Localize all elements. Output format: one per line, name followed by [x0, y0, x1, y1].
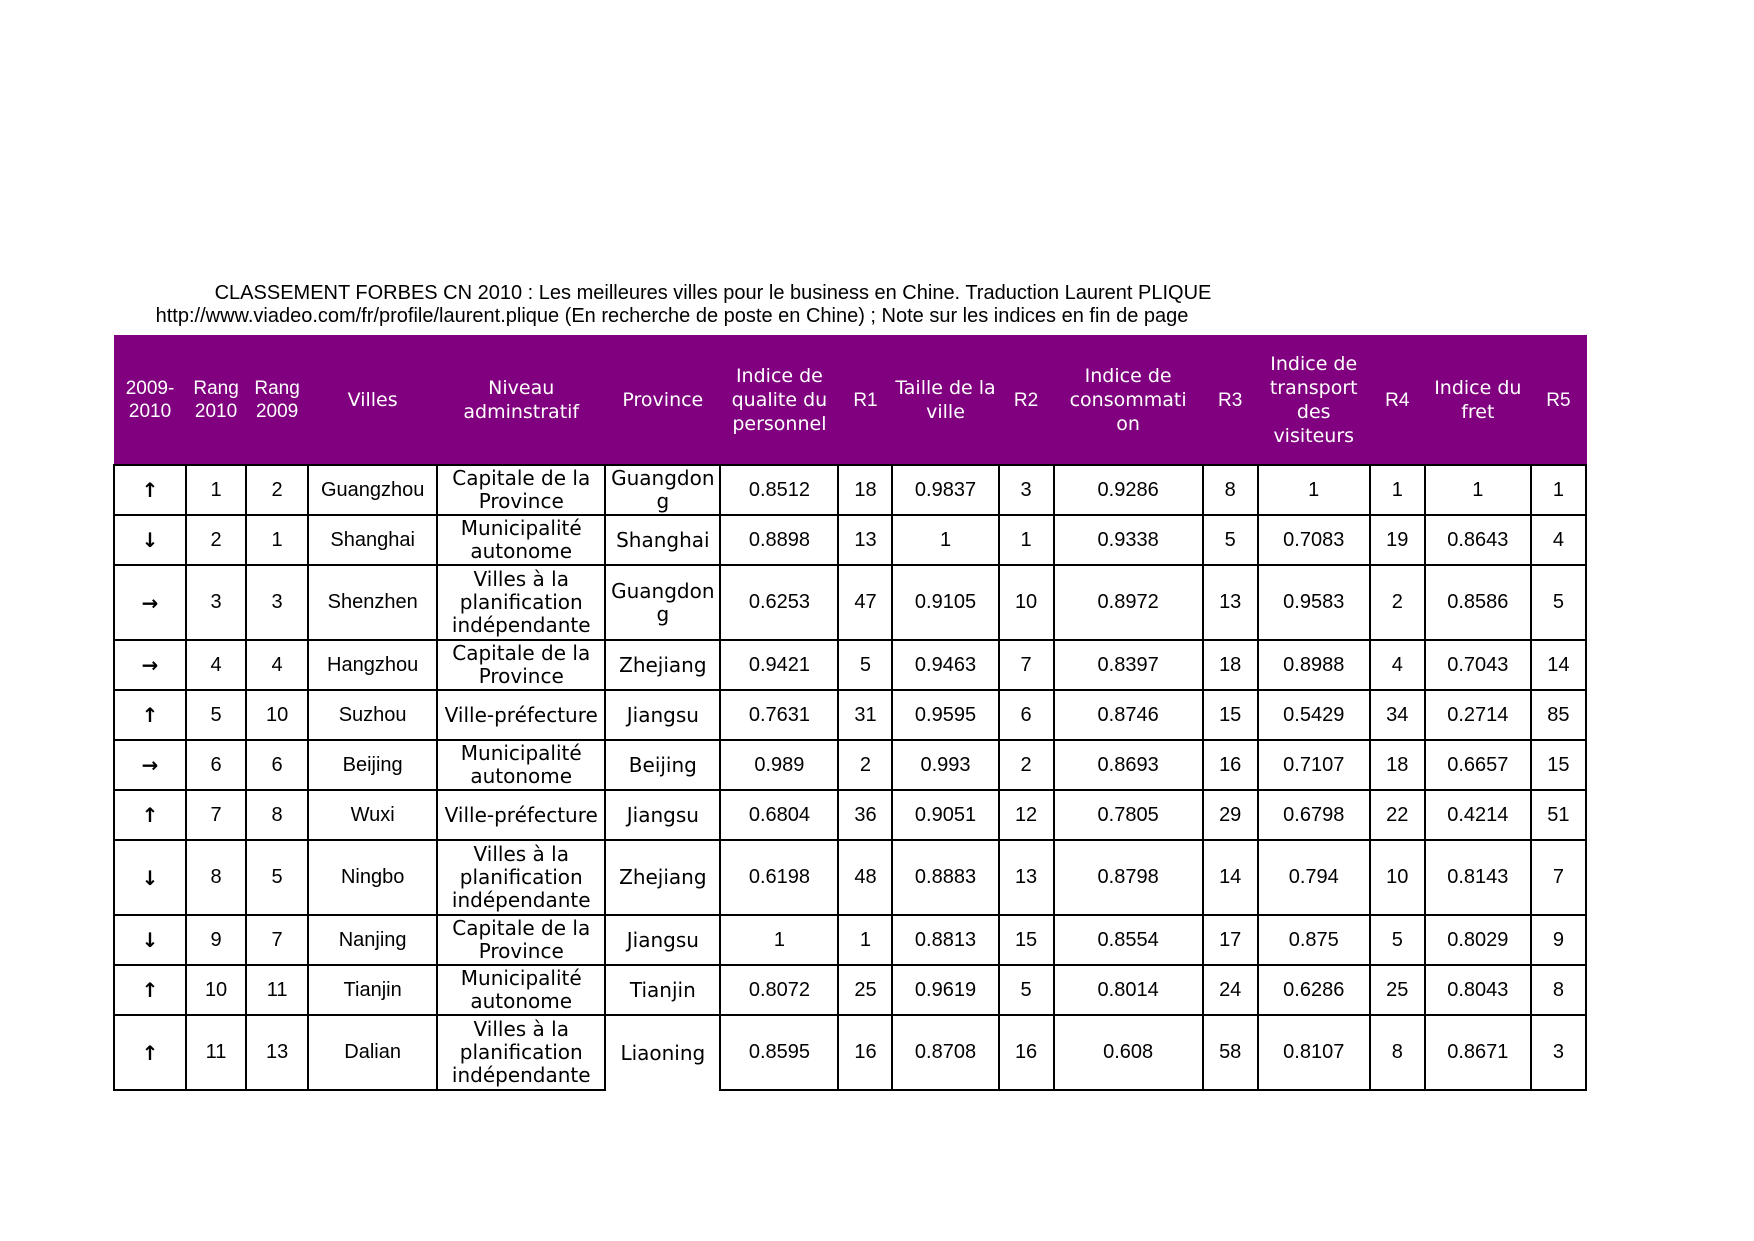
rang-2009-cell: 6: [246, 740, 308, 790]
r3-cell: 58: [1203, 1015, 1258, 1090]
consommation-cell: 0.8972: [1054, 565, 1203, 640]
table-row: [114, 690, 1586, 740]
consommation-cell: 0.8798: [1054, 840, 1203, 915]
fret-cell: 0.8671: [1425, 1015, 1531, 1090]
r5-cell: 51: [1531, 790, 1586, 840]
qualite-cell: 0.8898: [720, 515, 838, 565]
ville-cell: Shenzhen: [308, 565, 437, 640]
r3-cell: 24: [1203, 965, 1258, 1015]
ville-cell: Guangzhou: [308, 465, 437, 515]
r1-cell: 1: [838, 915, 892, 965]
transport-cell: 0.7107: [1258, 740, 1370, 790]
province-cell: Jiangsu: [605, 690, 720, 740]
r5-cell: 3: [1531, 1015, 1586, 1090]
qualite-cell: 0.8072: [720, 965, 838, 1015]
taille-cell: 0.8708: [892, 1015, 998, 1090]
r3-cell: 5: [1203, 515, 1258, 565]
consommation-cell: 0.8554: [1054, 915, 1203, 965]
trend-cell: ↑: [114, 1015, 186, 1090]
province-cell: Jiangsu: [605, 790, 720, 840]
col-header-niveau: Niveau adminstratif: [437, 336, 605, 466]
qualite-cell: 0.8595: [720, 1015, 838, 1090]
r1-cell: 16: [838, 1015, 892, 1090]
rang-2009-cell: 1: [246, 515, 308, 565]
rang-2010-cell: 4: [186, 640, 246, 690]
province-cell: Zhejiang: [605, 840, 720, 915]
r3-cell: 17: [1203, 915, 1258, 965]
province-cell: Jiangsu: [605, 915, 720, 965]
niveau-cell: Villes à la planification indépendante: [437, 565, 605, 640]
fret-cell: 0.8043: [1425, 965, 1531, 1015]
table-row: [114, 565, 1586, 640]
province-cell: Shanghai: [605, 515, 720, 565]
province-cell: Beijing: [605, 740, 720, 790]
consommation-cell: 0.8693: [1054, 740, 1203, 790]
ville-cell: Suzhou: [308, 690, 437, 740]
ville-cell: Dalian: [308, 1015, 437, 1090]
table-row: [114, 1015, 1586, 1090]
fret-cell: 0.6657: [1425, 740, 1531, 790]
r5-cell: 8: [1531, 965, 1586, 1015]
rang-2009-cell: 4: [246, 640, 308, 690]
taille-cell: 0.9105: [892, 565, 998, 640]
r5-cell: 1: [1531, 465, 1586, 515]
rang-2010-cell: 3: [186, 565, 246, 640]
transport-cell: 0.7083: [1258, 515, 1370, 565]
rang-2010-cell: 2: [186, 515, 246, 565]
consommation-cell: 0.608: [1054, 1015, 1203, 1090]
province-cell: Zhejiang: [605, 640, 720, 690]
transport-cell: 0.6286: [1258, 965, 1370, 1015]
r2-cell: 13: [999, 840, 1054, 915]
r2-cell: 1: [999, 515, 1054, 565]
niveau-cell: Municipalité autonome: [437, 740, 605, 790]
title-line-1: CLASSEMENT FORBES CN 2010 : Les meilleures villes pour le business en Chine. Traduction Laurent PLIQUE: [214, 282, 1212, 304]
qualite-cell: 0.8512: [720, 465, 838, 515]
table-row: [114, 840, 1586, 915]
province-cell: Guangdon g: [605, 465, 720, 515]
table-row: [114, 790, 1586, 840]
r3-cell: 15: [1203, 690, 1258, 740]
rang-2009-cell: 3: [246, 565, 308, 640]
r2-cell: 6: [999, 690, 1054, 740]
r4-cell: 1: [1370, 465, 1425, 515]
rang-2009-cell: 5: [246, 840, 308, 915]
trend-cell: ↑: [114, 790, 186, 840]
col-header-qualite: Indice de qualite du personnel: [720, 336, 838, 466]
transport-cell: 0.794: [1258, 840, 1370, 915]
r3-cell: 8: [1203, 465, 1258, 515]
col-header-taille: Taille de la ville: [892, 336, 998, 466]
r4-cell: 5: [1370, 915, 1425, 965]
consommation-cell: 0.7805: [1054, 790, 1203, 840]
table-row: [114, 915, 1586, 965]
col-header-r1: R1: [838, 336, 892, 466]
r3-cell: 18: [1203, 640, 1258, 690]
col-header-r2: R2: [999, 336, 1054, 466]
r4-cell: 8: [1370, 1015, 1425, 1090]
rang-2009-cell: 2: [246, 465, 308, 515]
province-cell: Liaoning: [605, 1015, 720, 1090]
r4-cell: 4: [1370, 640, 1425, 690]
rang-2009-cell: 10: [246, 690, 308, 740]
transport-cell: 1: [1258, 465, 1370, 515]
r1-cell: 47: [838, 565, 892, 640]
taille-cell: 0.9837: [892, 465, 998, 515]
ville-cell: Ningbo: [308, 840, 437, 915]
r1-cell: 18: [838, 465, 892, 515]
qualite-cell: 0.9421: [720, 640, 838, 690]
col-header-trend: 2009-2010: [114, 336, 186, 466]
province-cell: Tianjin: [605, 965, 720, 1015]
trend-cell: ↑: [114, 690, 186, 740]
col-header-r3: R3: [1203, 336, 1258, 466]
r5-cell: 7: [1531, 840, 1586, 915]
ville-cell: Shanghai: [308, 515, 437, 565]
r2-cell: 7: [999, 640, 1054, 690]
col-header-fret: Indice du fret: [1425, 336, 1531, 466]
rang-2009-cell: 11: [246, 965, 308, 1015]
rang-2010-cell: 6: [186, 740, 246, 790]
r1-cell: 36: [838, 790, 892, 840]
transport-cell: 0.8107: [1258, 1015, 1370, 1090]
qualite-cell: 0.7631: [720, 690, 838, 740]
r3-cell: 14: [1203, 840, 1258, 915]
niveau-cell: Capitale de la Province: [437, 915, 605, 965]
transport-cell: 0.6798: [1258, 790, 1370, 840]
trend-cell: →: [114, 740, 186, 790]
r5-cell: 14: [1531, 640, 1586, 690]
taille-cell: 0.9051: [892, 790, 998, 840]
table-row: [114, 965, 1586, 1015]
r4-cell: 22: [1370, 790, 1425, 840]
r4-cell: 10: [1370, 840, 1425, 915]
col-header-r4: R4: [1370, 336, 1425, 466]
rang-2010-cell: 5: [186, 690, 246, 740]
table-row: [114, 465, 1586, 515]
fret-cell: 0.2714: [1425, 690, 1531, 740]
consommation-cell: 0.8746: [1054, 690, 1203, 740]
table-header-row: [114, 336, 1586, 466]
r3-cell: 16: [1203, 740, 1258, 790]
rang-2010-cell: 9: [186, 915, 246, 965]
niveau-cell: Ville-préfecture: [437, 690, 605, 740]
trend-cell: →: [114, 640, 186, 690]
rang-2010-cell: 11: [186, 1015, 246, 1090]
fret-cell: 0.8643: [1425, 515, 1531, 565]
r3-cell: 29: [1203, 790, 1258, 840]
r3-cell: 13: [1203, 565, 1258, 640]
transport-cell: 0.9583: [1258, 565, 1370, 640]
qualite-cell: 0.6253: [720, 565, 838, 640]
transport-cell: 0.5429: [1258, 690, 1370, 740]
consommation-cell: 0.8014: [1054, 965, 1203, 1015]
r2-cell: 16: [999, 1015, 1054, 1090]
consommation-cell: 0.9338: [1054, 515, 1203, 565]
trend-cell: ↓: [114, 915, 186, 965]
r4-cell: 19: [1370, 515, 1425, 565]
col-header-province: Province: [605, 336, 720, 466]
r2-cell: 2: [999, 740, 1054, 790]
qualite-cell: 1: [720, 915, 838, 965]
qualite-cell: 0.6198: [720, 840, 838, 915]
r1-cell: 31: [838, 690, 892, 740]
transport-cell: 0.875: [1258, 915, 1370, 965]
title-line-2: http://www.viadeo.com/fr/profile/laurent.plique (En recherche de poste en Chine) ; Note sur les indices en fin de page: [155, 305, 1189, 327]
r2-cell: 3: [999, 465, 1054, 515]
ville-cell: Beijing: [308, 740, 437, 790]
taille-cell: 0.8883: [892, 840, 998, 915]
taille-cell: 0.9463: [892, 640, 998, 690]
ville-cell: Hangzhou: [308, 640, 437, 690]
col-header-r5: R5: [1531, 336, 1586, 466]
r4-cell: 2: [1370, 565, 1425, 640]
r5-cell: 4: [1531, 515, 1586, 565]
r4-cell: 18: [1370, 740, 1425, 790]
trend-cell: →: [114, 565, 186, 640]
qualite-cell: 0.989: [720, 740, 838, 790]
table-row: [114, 740, 1586, 790]
fret-cell: 0.8143: [1425, 840, 1531, 915]
rang-2009-cell: 13: [246, 1015, 308, 1090]
rang-2009-cell: 8: [246, 790, 308, 840]
taille-cell: 0.9619: [892, 965, 998, 1015]
r1-cell: 2: [838, 740, 892, 790]
r4-cell: 25: [1370, 965, 1425, 1015]
niveau-cell: Municipalité autonome: [437, 965, 605, 1015]
col-header-consommation: Indice de consommati on: [1054, 336, 1203, 466]
rang-2010-cell: 1: [186, 465, 246, 515]
province-cell: Guangdon g: [605, 565, 720, 640]
fret-cell: 1: [1425, 465, 1531, 515]
col-header-transport: Indice de transport des visiteurs: [1258, 336, 1370, 466]
trend-cell: ↓: [114, 515, 186, 565]
rang-2009-cell: 7: [246, 915, 308, 965]
taille-cell: 0.8813: [892, 915, 998, 965]
qualite-cell: 0.6804: [720, 790, 838, 840]
rang-2010-cell: 8: [186, 840, 246, 915]
niveau-cell: Villes à la planification indépendante: [437, 1015, 605, 1090]
taille-cell: 1: [892, 515, 998, 565]
col-header-villes: Villes: [308, 336, 437, 466]
r5-cell: 9: [1531, 915, 1586, 965]
r2-cell: 5: [999, 965, 1054, 1015]
ville-cell: Nanjing: [308, 915, 437, 965]
col-header-rang-2009: Rang 2009: [246, 336, 308, 466]
trend-cell: ↑: [114, 465, 186, 515]
document-title: [113, 282, 1587, 328]
fret-cell: 0.7043: [1425, 640, 1531, 690]
taille-cell: 0.9595: [892, 690, 998, 740]
r4-cell: 34: [1370, 690, 1425, 740]
rang-2010-cell: 7: [186, 790, 246, 840]
fret-cell: 0.8029: [1425, 915, 1531, 965]
niveau-cell: Capitale de la Province: [437, 465, 605, 515]
trend-cell: ↓: [114, 840, 186, 915]
ville-cell: Tianjin: [308, 965, 437, 1015]
r5-cell: 5: [1531, 565, 1586, 640]
r1-cell: 5: [838, 640, 892, 690]
fret-cell: 0.8586: [1425, 565, 1531, 640]
niveau-cell: Municipalité autonome: [437, 515, 605, 565]
rang-2010-cell: 10: [186, 965, 246, 1015]
fret-cell: 0.4214: [1425, 790, 1531, 840]
r1-cell: 48: [838, 840, 892, 915]
niveau-cell: Villes à la planification indépendante: [437, 840, 605, 915]
r2-cell: 12: [999, 790, 1054, 840]
r5-cell: 15: [1531, 740, 1586, 790]
table-row: [114, 640, 1586, 690]
r2-cell: 15: [999, 915, 1054, 965]
consommation-cell: 0.9286: [1054, 465, 1203, 515]
niveau-cell: Capitale de la Province: [437, 640, 605, 690]
consommation-cell: 0.8397: [1054, 640, 1203, 690]
transport-cell: 0.8988: [1258, 640, 1370, 690]
col-header-rang-2010: Rang 2010: [186, 336, 246, 466]
table-row: [114, 515, 1586, 565]
ranking-table: [113, 335, 1587, 1091]
taille-cell: 0.993: [892, 740, 998, 790]
r1-cell: 25: [838, 965, 892, 1015]
niveau-cell: Ville-préfecture: [437, 790, 605, 840]
ville-cell: Wuxi: [308, 790, 437, 840]
r5-cell: 85: [1531, 690, 1586, 740]
trend-cell: ↑: [114, 965, 186, 1015]
r2-cell: 10: [999, 565, 1054, 640]
r1-cell: 13: [838, 515, 892, 565]
